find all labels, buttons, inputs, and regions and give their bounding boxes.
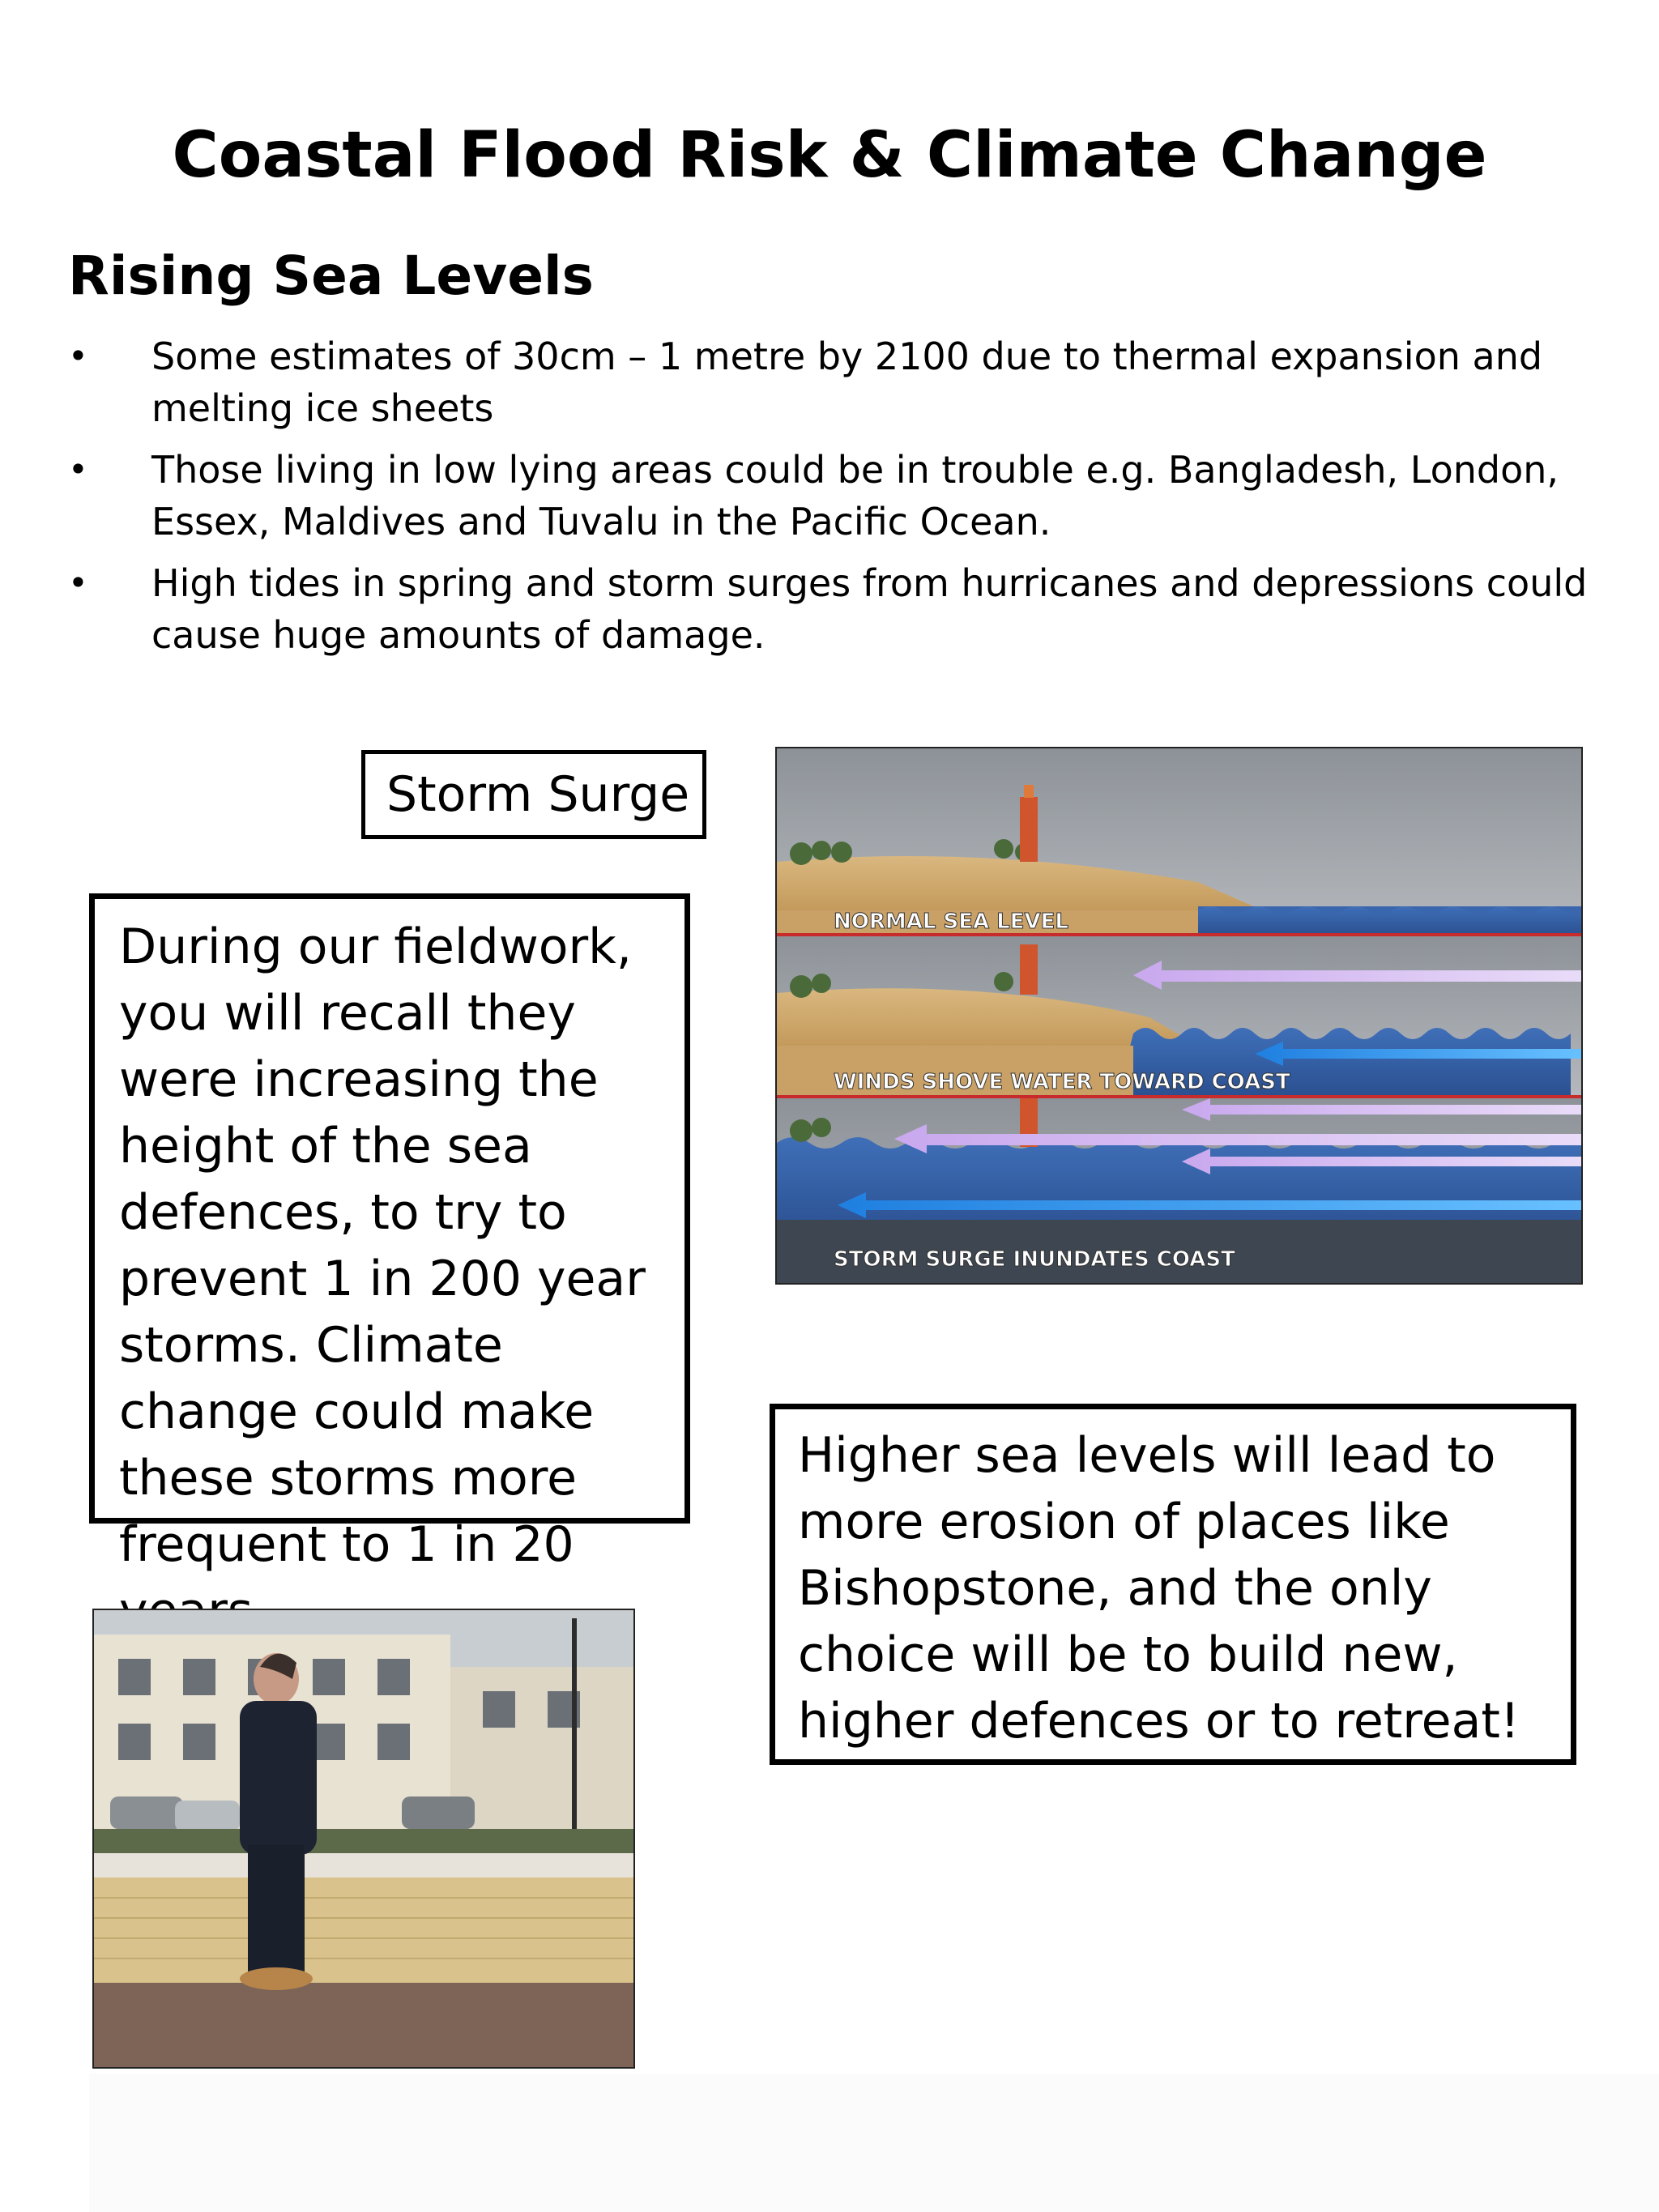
page-bottom-area bbox=[89, 2073, 1659, 2212]
diagram-panel-normal bbox=[777, 748, 1583, 936]
fieldwork-textbox: During our fieldwork, you will recall they were increasing the height of the sea defences, to try to prevent 1 in 200 year storms. Climate change could make these storms more frequent to 1 in 20 bbox=[89, 893, 690, 1524]
panel-label-surge: STORM SURGE INUNDATES COAST bbox=[834, 1247, 1235, 1272]
sea-defence-photo bbox=[92, 1609, 635, 2069]
panel-label-winds: WINDS SHOVE WATER TOWARD COAST bbox=[834, 1070, 1290, 1094]
storm-surge-diagram bbox=[775, 747, 1583, 1285]
bullet-item: • High tides in spring and storm surges from hurricanes and depressions could cause huge amounts of damage. bbox=[68, 557, 1591, 661]
erosion-textbox: Higher sea levels will lead to more erosion of places like Bishopstone, and the only choice will be to build new, higher defences or to retreat! bbox=[770, 1404, 1576, 1765]
section-heading: Rising Sea Levels bbox=[68, 245, 594, 307]
bullet-icon: • bbox=[68, 563, 88, 603]
bullet-item: • Those living in low lying areas could be in trouble e.g. Bangladesh, London, Essex, Maldives and Tuvalu in the Pacific Ocean. bbox=[68, 444, 1591, 548]
page-title: Coastal Flood Risk & Climate Change bbox=[172, 119, 1487, 192]
bullet-icon: • bbox=[68, 336, 88, 376]
diagram-panel-winds bbox=[777, 936, 1583, 1098]
bullet-item: • Some estimates of 30cm – 1 metre by 2100 due to thermal expansion and melting ice sheets bbox=[68, 330, 1591, 434]
diagram-panel-surge bbox=[777, 1098, 1583, 1285]
bullet-list bbox=[68, 330, 1591, 671]
bullet-icon: • bbox=[68, 450, 88, 489]
storm-surge-label: Storm Surge bbox=[361, 750, 706, 839]
panel-label-normal: NORMAL SEA LEVEL bbox=[834, 910, 1068, 934]
